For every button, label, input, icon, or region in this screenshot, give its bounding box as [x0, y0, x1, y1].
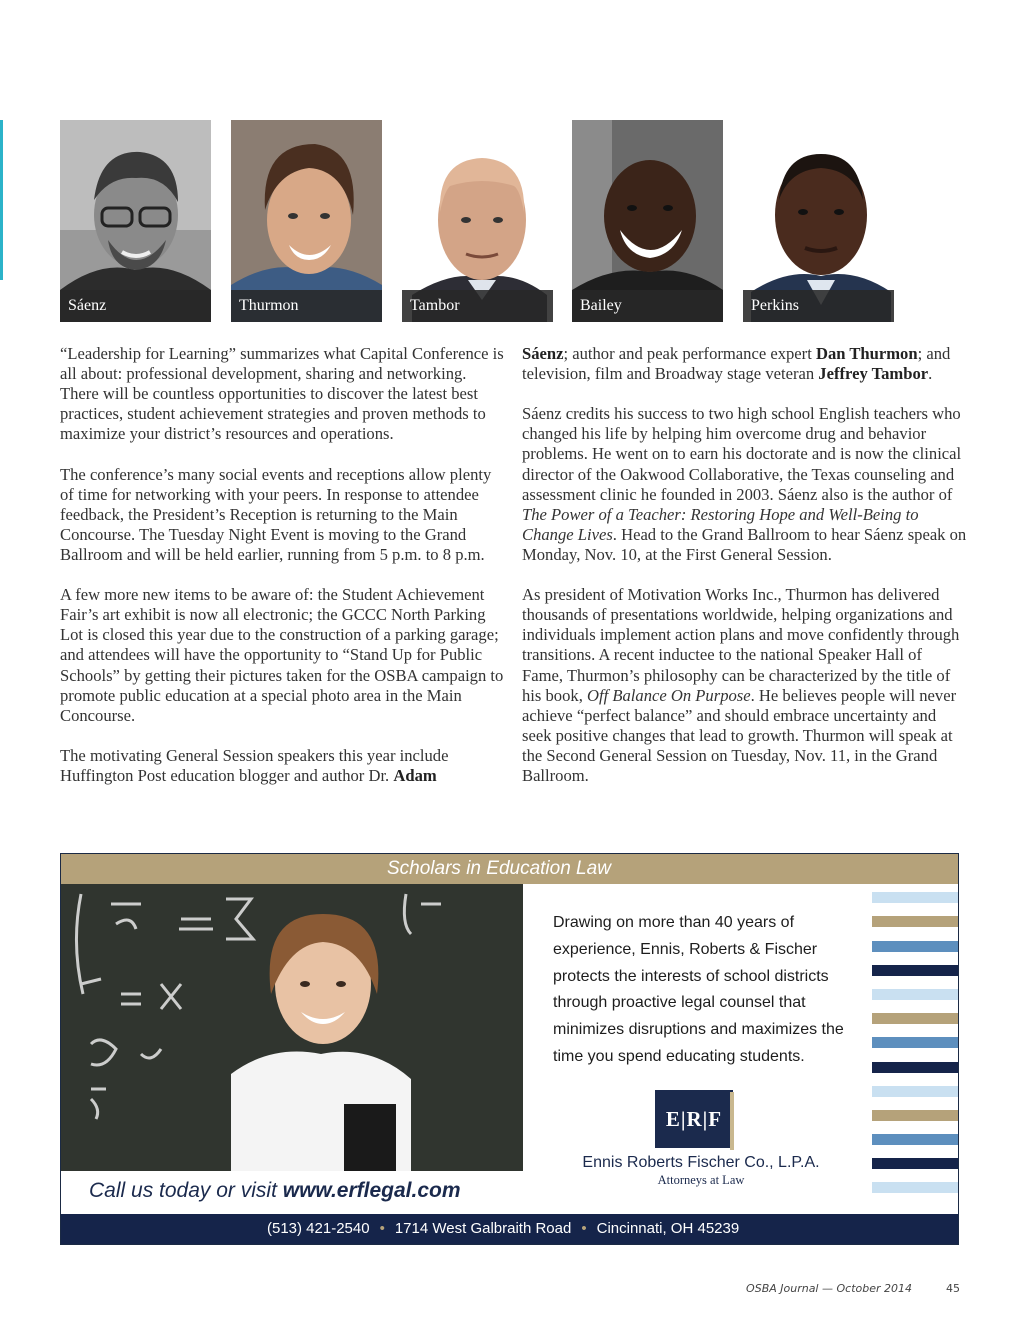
bullet-separator: • — [581, 1220, 587, 1237]
call-text: Call us today or visit — [89, 1179, 283, 1202]
speaker-name-bold: Sáenz — [522, 344, 564, 363]
text-run: The motivating General Session speakers this year include Huffington Post education blogger and author Dr. — [60, 745, 449, 785]
website-link[interactable]: www.erflegal.com — [282, 1179, 461, 1202]
firm-subtitle: Attorneys at Law — [657, 1173, 745, 1187]
paragraph — [522, 585, 967, 786]
page-footer — [746, 1282, 960, 1295]
speaker-caption: Bailey — [572, 290, 723, 322]
text-run: . Head to the Grand Ballroom to hear Sáenz speak on Monday, Nov. 10, at the First General Session. — [522, 524, 967, 564]
journal-title: OSBA Journal — October 2014 — [746, 1282, 912, 1295]
article-column-right — [522, 344, 967, 806]
city-state-zip: Cincinnati, OH 45239 — [596, 1220, 740, 1237]
book-title: The Power of a Teacher: Restoring Hope and Well-Being to Change Lives — [522, 504, 919, 544]
paragraph — [522, 344, 967, 384]
speaker-card-thurmon — [231, 120, 382, 322]
speaker-caption: Thurmon — [231, 290, 382, 322]
text-run: ; author and peak performance expert — [563, 344, 816, 363]
paragraph: A few more new items to be aware of: the Student Achievement Fair’s art exhibit is now all electronic; the GCCC North Parking Lot is closed this year due to the construction of a parking garage; and attendees will have the opportunity to “Stand Up for Public Schools” by getting their pictures taken for the OSBA campaign to promote public education at a special photo area in the Main Concourse. — [60, 585, 504, 725]
text-run: . He believes people will never achieve “perfect balance” and should embrace uncertainty and seek positive changes that lead to growth. Thurmon will speak at the Second General Session on Tuesday, Nov. 11, in the Grand Ballroom. — [522, 685, 957, 785]
erf-logo: E|R|F — [655, 1090, 733, 1148]
street-address: 1714 West Galbraith Road — [394, 1220, 572, 1237]
paragraph: The conference’s many social events and receptions allow plenty of time for networking with your peers. In response to attendee feedback, the President’s Reception is returning to the Main Concourse. The Tuesday Night Event is moving to the Grand Ballroom and will be held earlier, running from 5 p.m. to 8 p.m. — [60, 464, 492, 564]
text-run: Sáenz credits his success to two high school English teachers who changed his life by helping him overcome drug and behavior problems. He went on to earn his doctorate and is now the clinical director of the Oakwood Collaborative, the Texas counseling and assessment clinic he founded in 2003. Sáenz also is the author of — [522, 404, 962, 504]
text-run: ; and television, film and Broadway stage veteran — [522, 344, 951, 384]
speaker-card-bailey — [572, 120, 723, 322]
ad-contact-bar — [61, 1214, 958, 1244]
ad-header: Scholars in Education Law — [61, 854, 958, 884]
book-title: Off Balance On Purpose — [587, 685, 751, 705]
article-column-left — [60, 344, 505, 806]
edge-accent-bar — [0, 120, 3, 280]
text-run: . — [928, 364, 933, 384]
bullet-separator: • — [379, 1220, 385, 1237]
phone-number[interactable]: (513) 421-2540 — [267, 1220, 370, 1237]
speaker-caption: Perkins — [743, 290, 894, 322]
speaker-caption: Sáenz — [60, 290, 211, 322]
paragraph — [60, 746, 505, 786]
paragraph — [522, 404, 967, 565]
ad-teacher-photo — [61, 884, 523, 1171]
speaker-name-bold: Adam — [393, 765, 437, 785]
speaker-name-bold: Jeffrey Tambor — [818, 364, 929, 384]
speaker-photo-row — [60, 120, 894, 322]
law-firm-advertisement — [60, 853, 959, 1245]
speaker-card-saenz — [60, 120, 211, 322]
speaker-card-tambor — [402, 120, 553, 322]
page-number: 45 — [946, 1282, 960, 1295]
call-to-action — [89, 1179, 461, 1203]
speaker-card-perkins — [743, 120, 894, 322]
decorative-stripes — [872, 889, 958, 1209]
logo-accent-line — [730, 1092, 734, 1150]
text-run: As president of Motivation Works Inc., Thurmon has delivered thousands of presentations worldwide, helping organizations and individuals implement action plans and move confidently through transitions. A recent inductee to the national Speaker Hall of Fame, Thurmon’s philosophy can be characterized by the title of his book, — [522, 585, 960, 705]
firm-name: Ennis Roberts Fischer Co., L.P.A. — [582, 1154, 820, 1171]
ad-body-text: Drawing on more than 40 years of experience, Ennis, Roberts & Fischer protects the interests of school districts through proactive legal counsel that minimizes disruptions and maximizes the time you spend educating students. — [553, 914, 844, 1065]
speaker-caption: Tambor — [402, 290, 553, 322]
speaker-name-bold: Dan Thurmon — [815, 344, 918, 363]
paragraph: “Leadership for Learning” summarizes what Capital Conference is all about: professional development, sharing and networking. There will be countless opportunities to discover the latest best practices, student achievement strategies and proven methods to maximize your district’s resources and operations. — [60, 344, 504, 444]
